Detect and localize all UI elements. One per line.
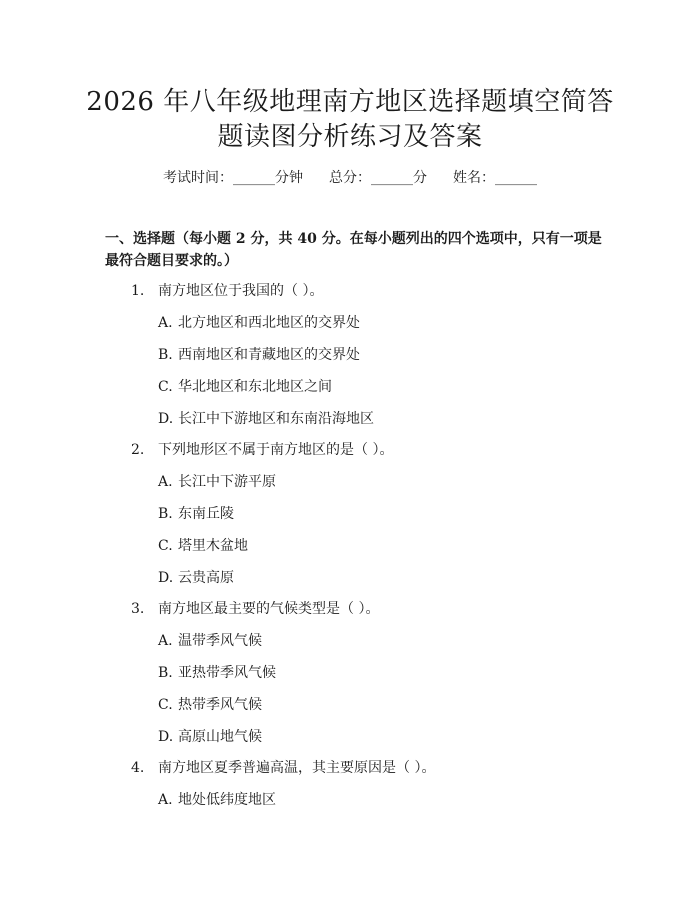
section-heading-multiple-choice: 一、选择题（每小题 2 分，共 40 分。在每小题列出的四个选项中，只有一项是最符合题目要求的。）: [105, 231, 602, 269]
name-label: 姓名：: [453, 170, 495, 186]
option-letter: B.: [158, 347, 173, 363]
question-2-option-c: [158, 536, 248, 556]
question-3: [131, 599, 379, 619]
option-letter: A.: [158, 792, 173, 808]
option-text: 云贵高原: [178, 570, 234, 586]
option-text: 北方地区和西北地区的交界处: [178, 315, 360, 331]
option-text: 西南地区和青藏地区的交界处: [178, 347, 360, 363]
time-label: 考试时间：: [163, 170, 233, 186]
option-text: 热带季风气候: [178, 697, 262, 713]
question-4-option-a: [158, 790, 276, 810]
option-letter: C.: [158, 697, 173, 713]
question-1-option-d: [158, 409, 374, 429]
name-blank: ______: [495, 170, 537, 186]
question-1-option-a: [158, 313, 360, 333]
option-letter: D.: [158, 570, 174, 586]
option-text: 亚热带季风气候: [178, 665, 276, 681]
option-text: 华北地区和东北地区之间: [178, 379, 332, 395]
question-1: [131, 281, 323, 301]
question-2-option-d: [158, 568, 234, 588]
score-unit: 分: [413, 170, 427, 186]
option-text: 温带季风气候: [178, 633, 262, 649]
option-text: 地处低纬度地区: [178, 792, 276, 808]
question-number: 2.: [131, 442, 145, 458]
option-letter: C.: [158, 379, 173, 395]
option-letter: A.: [158, 315, 173, 331]
option-letter: C.: [158, 538, 173, 554]
question-3-option-c: [158, 695, 262, 715]
score-blank: ______: [371, 170, 413, 186]
option-letter: B.: [158, 506, 173, 522]
option-letter: D.: [158, 729, 174, 745]
document-title-line-2: 题读图分析练习及答案: [217, 122, 483, 152]
question-2: [131, 440, 393, 460]
question-4: [131, 758, 435, 778]
question-2-option-b: [158, 504, 234, 524]
document-title-line-1: 2026 年八年级地理南方地区选择题填空简答: [86, 87, 614, 117]
question-1-option-c: [158, 377, 332, 397]
question-3-option-b: [158, 663, 276, 683]
question-stem: 下列地形区不属于南方地区的是（ ）。: [158, 442, 394, 458]
question-3-option-a: [158, 631, 262, 651]
question-2-option-a: [158, 472, 276, 492]
option-text: 长江中下游平原: [178, 474, 276, 490]
question-stem: 南方地区夏季普遍高温，其主要原因是（ ）。: [158, 760, 436, 776]
question-1-option-b: [158, 345, 360, 365]
question-3-option-d: [158, 727, 262, 747]
option-letter: D.: [158, 411, 174, 427]
time-blank: ______: [233, 170, 275, 186]
question-stem: 南方地区位于我国的（ ）。: [158, 283, 324, 299]
option-text: 东南丘陵: [178, 506, 234, 522]
option-letter: A.: [158, 474, 173, 490]
score-label: 总分：: [329, 170, 371, 186]
question-number: 3.: [131, 601, 145, 617]
question-number: 1.: [131, 283, 145, 299]
exam-info-line: [0, 168, 700, 188]
option-letter: A.: [158, 633, 173, 649]
question-stem: 南方地区最主要的气候类型是（ ）。: [158, 601, 380, 617]
option-text: 高原山地气候: [178, 729, 262, 745]
option-text: 塔里木盆地: [178, 538, 248, 554]
question-number: 4.: [131, 760, 145, 776]
option-text: 长江中下游地区和东南沿海地区: [178, 411, 374, 427]
option-letter: B.: [158, 665, 173, 681]
time-unit: 分钟: [275, 170, 303, 186]
